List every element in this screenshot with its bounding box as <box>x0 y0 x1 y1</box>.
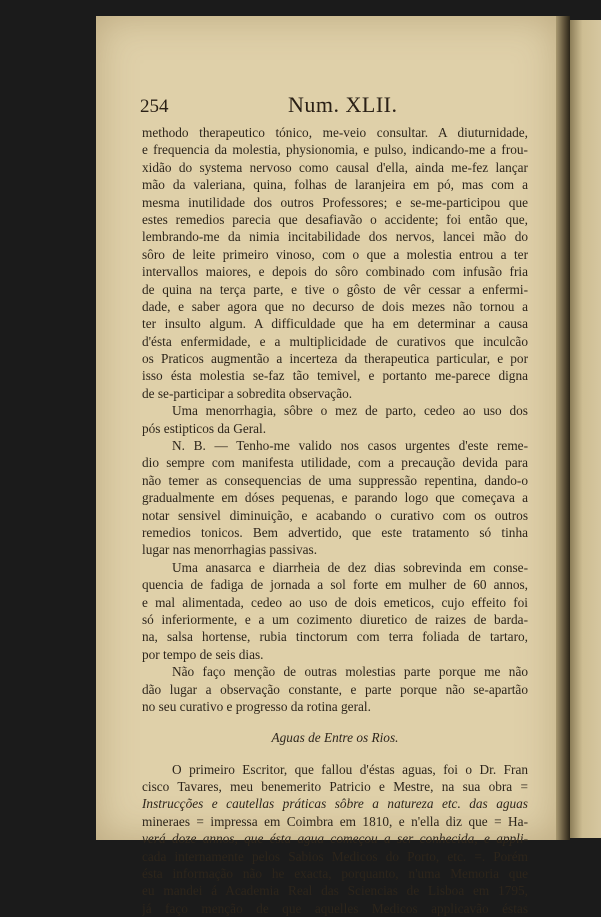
text-line: na, salsa hortense, rubia tinctorum com terra foliada de tartaro, <box>142 629 528 645</box>
text-line: eu mandei á Academia Real das Sciencias de Lisboa em 1795, <box>142 883 528 899</box>
text-line: os Praticos augmentão a incerteza da therapeutica particular, e por <box>142 351 528 367</box>
text-line: no seu curativo e progresso da rotina geral. <box>142 698 371 714</box>
text-line: isso ésta molestia se-faz tão temivel, e portanto me-parece digna <box>142 368 528 384</box>
text-line: O primeiro Escritor, que fallou d'éstas aguas, foi o Dr. Fran <box>172 761 528 777</box>
text-line: mineraes = impressa em Coimbra em 1810, e n'ella diz que = Ha- <box>142 813 528 829</box>
text-line: ésta informação não he exacta, porquanto, n'uma Memoria que <box>142 866 528 882</box>
text-line: Uma menorrhagia, sôbre o mez de parto, cedeo ao uso dos <box>172 403 528 419</box>
text-line: não temer as consequencias de uma suppressão repentina, dando-o <box>142 472 528 488</box>
text-line: dão lugar a observação constante, e parte porque não se-apartão <box>142 681 528 697</box>
text-line: mesma inutilidade dos outros Professores; e se-me-participou que <box>142 194 528 210</box>
text-line: estes remedios parecia que desafiavão o accidente; foi então que, <box>142 211 528 227</box>
text-line: d'ésta enfermidade, e a multiplicidade de curativos que inculcão <box>142 333 528 349</box>
text-line: notar sensivel diminuição, e acabando o curativo com os outros <box>142 507 528 523</box>
text-line: Uma anasarca e diarrheia de dez dias sobrevinda em conse- <box>172 559 528 575</box>
text-line: dio sempre com manifesta utilidade, com a precaução devida para <box>142 455 528 471</box>
text-line: pós estipticos da Geral. <box>142 420 267 436</box>
facing-page-edge <box>570 20 601 838</box>
text-line: cisco Tavares, meu benemerito Patricio e Mestre, na sua obra = <box>142 779 528 795</box>
text-line: intervallos maiores, e depois do sôro combinado com infusão fria <box>142 264 528 280</box>
text-line: de quina na terça parte, e tive o gôsto de vêr cessar a enfermi- <box>142 281 528 297</box>
text-line: Não faço menção de outras molestias parte porque me não <box>172 664 528 680</box>
text-line <box>142 715 528 729</box>
text-line: Instrucções e cautellas práticas sôbre a natureza etc. das aguas <box>142 796 528 812</box>
page-number: 254 <box>140 96 169 117</box>
text-line: já faço menção de que aquelles Medicos applicavão éstas <box>142 900 528 916</box>
text-line: e mal alimentada, cedeo ao uso de dois emeticos, cujo effeito foi <box>142 594 528 610</box>
text-line: gradualmente em dóses pequenas, e parando logo que começava a <box>142 490 528 506</box>
body-text <box>142 124 528 917</box>
text-line: e frequencia da molestia, physionomia, e pulso, indicando-me a frou- <box>142 142 528 158</box>
text-line: lugar nas menorrhagias passivas. <box>142 542 318 558</box>
section-heading: Aguas de Entre os Rios. <box>271 730 399 746</box>
book-spine-shadow <box>556 16 570 840</box>
text-line: cada internamente pelos Sabios Medicos do Porto, etc. =. Porém <box>142 848 528 864</box>
text-line: por tempo de seis dias. <box>142 646 264 662</box>
text-line: lembrando-me da nimia incitabilidade dos nervos, lancei mão do <box>142 229 528 245</box>
text-line: verá doze annos, que ésta agua começou a ser conhecida, e appli- <box>142 831 528 847</box>
text-line: dade, e saber agora que no decurso de dois mezes não tornou a <box>142 298 528 314</box>
text-line <box>142 747 528 761</box>
text-line: quencia de fadiga de jornada a sol forte em mulher de 60 annos, <box>142 577 528 593</box>
text-line: remedios tonicos. Bem advertido, que este tratamento só tinha <box>142 524 528 540</box>
text-line: só inferiormente, e a um cozimento diuretico de raizes de barda- <box>142 611 528 627</box>
running-head: Num. XLII. <box>288 92 398 117</box>
text-line: de se-participar a sobredita observação. <box>142 385 353 401</box>
text-line: sôro de leite primeiro vinoso, com o que a molestia entrou a ter <box>142 246 528 262</box>
text-line: methodo therapeutico tónico, me-veio consultar. A diuturnidade, <box>142 125 528 140</box>
text-line: xidão do systema nervoso como causal d'ella, ainda me-fez lançar <box>142 159 528 175</box>
text-line: N. B. — Tenho-me valido nos casos urgentes d'este reme- <box>172 438 528 454</box>
text-line: mão da valeriana, quina, folhas de laranjeira em pó, mas com a <box>142 177 528 193</box>
page-header <box>140 92 530 122</box>
text-line: ter insulto algum. A difficuldade que ha em determinar a causa <box>142 316 528 332</box>
